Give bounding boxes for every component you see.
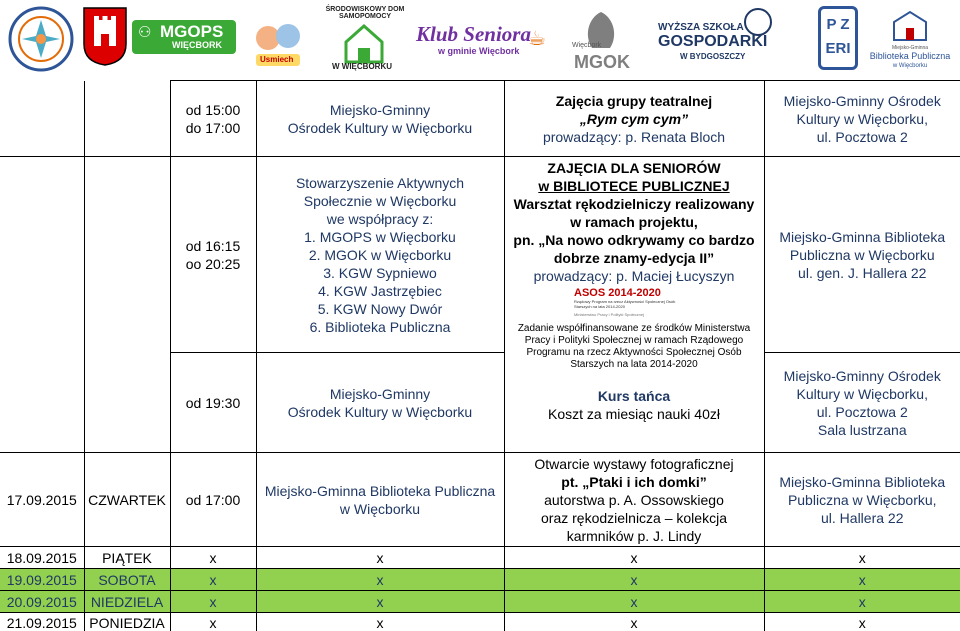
place-text: Miejsko-Gminna Biblioteka — [779, 473, 946, 490]
event-description: dobrze znamy-edycja II” — [553, 250, 715, 266]
event-title: ZAJĘCIA DLA SENIORÓW — [547, 160, 721, 176]
empty-cell: x — [764, 613, 960, 631]
organizer-text: 1. MGOPS w Więcborku — [304, 228, 456, 245]
empty-cell: x — [504, 547, 764, 569]
funding-note: Programu na rzecz Aktywności Społecznej Osób — [526, 347, 742, 358]
place-text: Publiczna w Więcborku, — [787, 491, 937, 508]
organizer-text: Miejsko-Gminny — [329, 385, 431, 402]
date-cell — [0, 591, 84, 613]
event-description: oraz rękodzielnicza – kolekcja — [541, 509, 727, 526]
organizer-text: 5. KGW Nowy Dwór — [317, 300, 443, 317]
day-cell — [84, 157, 170, 453]
event-description: Warsztat rękodzielniczy realizowany — [513, 196, 755, 212]
funding-note: Pracy i Polityki Społecznej w ramach Rządowego — [524, 335, 744, 346]
time-text: od 17:00 — [185, 491, 241, 508]
place-text: ul. Pocztowa 2 — [816, 128, 908, 145]
place-text: Miejsko-Gminna Biblioteka — [779, 228, 946, 245]
place-text: Publiczna w Więcborku — [789, 246, 935, 263]
association-emblem-logo — [8, 6, 74, 72]
time-text: od 16:15 — [185, 237, 241, 254]
empty-cell: x — [764, 569, 960, 591]
day-cell — [84, 591, 170, 613]
organizer-text: 3. KGW Sypniewo — [323, 264, 437, 281]
wsg-logo: WYŻSZA SZKOŁA GOSPODARKI W BYDGOSZCZY — [656, 22, 776, 66]
usmiech-logo: Usmiech — [246, 4, 308, 70]
empty-cell: x — [170, 591, 256, 613]
time-text: od 15:00 — [185, 101, 241, 118]
organizer-cell — [256, 157, 504, 353]
schedule-table — [0, 80, 960, 631]
place-text: Miejsko-Gminny Ośrodek — [783, 92, 941, 109]
date-text: 21.09.2015 — [6, 615, 77, 631]
event-description: Koszt za miesiąc nauki 40zł — [548, 406, 720, 422]
coat-of-arms-logo — [82, 6, 128, 66]
table-row — [0, 453, 960, 547]
day-text: CZWARTEK — [88, 491, 166, 508]
place-text: Kultury w Więcborku, — [796, 110, 928, 127]
mgops-logo: ⚇ MGOPS WIĘCBORK — [132, 20, 236, 54]
place-text: ul. Hallera 22 — [821, 509, 904, 526]
organizer-text: Miejsko-Gminny — [329, 101, 431, 118]
organizer-text: Ośrodek Kultury w Więcborku — [287, 119, 473, 136]
organizer-text: we współpracy z: — [326, 210, 434, 227]
event-author: autorstwa p. A. Ossowskiego — [544, 491, 724, 508]
mgok-logo: Więcbork MGOK — [570, 8, 632, 74]
day-text: PONIEDZIA — [89, 615, 165, 631]
place-text: ul. Pocztowa 2 — [816, 403, 908, 420]
day-cell — [84, 569, 170, 591]
event-author: karmników p. J. Lindy — [566, 527, 702, 544]
day-cell — [84, 613, 170, 631]
empty-cell: x — [764, 591, 960, 613]
table-row — [0, 547, 960, 569]
organizer-cell — [256, 353, 504, 453]
empty-cell: x — [256, 569, 504, 591]
event-description: pn. „Na nowo odkrywamy co bardzo — [513, 232, 755, 248]
event-leader: prowadzący: p. Renata Bloch — [542, 128, 726, 145]
empty-cell: x — [504, 613, 764, 631]
day-text: NIEDZIELA — [90, 593, 164, 610]
day-cell — [84, 453, 170, 547]
place-cell — [764, 157, 960, 353]
table-row — [0, 81, 960, 157]
empty-cell: x — [504, 591, 764, 613]
funding-note: Starszych na lata 2014-2020 — [570, 359, 698, 370]
empty-cell: x — [256, 547, 504, 569]
table-row — [0, 613, 960, 631]
table-row — [0, 157, 960, 353]
date-text: 18.09.2015 — [6, 549, 77, 566]
time-cell — [170, 353, 256, 453]
event-description: w ramach projektu, — [570, 214, 698, 230]
time-text: oo 20:25 — [185, 255, 241, 272]
organizer-text: 6. Biblioteka Publiczna — [309, 318, 451, 335]
event-cell — [504, 157, 764, 453]
coffee-cup-icon: ☕ — [528, 28, 546, 50]
date-cell — [0, 569, 84, 591]
date-text: 20.09.2015 — [6, 593, 77, 610]
date-cell — [0, 453, 84, 547]
place-cell — [764, 453, 960, 547]
empty-cell: x — [256, 591, 504, 613]
time-cell — [170, 157, 256, 353]
date-cell — [0, 81, 84, 157]
place-cell — [764, 81, 960, 157]
sds-logo: ŚRODOWISKOWY DOM SAMOPOMOCY W WIĘCBORKU — [325, 6, 405, 71]
day-cell — [84, 547, 170, 569]
event-title: Otwarcie wystawy fotograficznej — [534, 455, 734, 472]
place-cell — [764, 353, 960, 453]
empty-cell: x — [170, 569, 256, 591]
organizer-text: Społecznie w Więcborku — [303, 192, 457, 209]
date-cell — [0, 613, 84, 631]
klub-seniora-logo: Klub Seniora w gminie Więcbork ☕ — [416, 22, 546, 56]
time-cell — [170, 81, 256, 157]
event-cell — [504, 453, 764, 547]
date-text: 17.09.2015 — [6, 491, 77, 508]
event-title: Zajęcia grupy teatralnej — [555, 92, 713, 109]
pzeri-logo: P Z ERI — [818, 6, 858, 70]
day-text: PIĄTEK — [102, 549, 152, 566]
time-text: od 19:30 — [185, 394, 241, 411]
biblioteka-logo: Miejsko-Gminna Biblioteka Publiczna w Więcborku — [866, 10, 954, 72]
event-cell — [504, 81, 764, 157]
place-text: ul. gen. J. Hallera 22 — [798, 264, 927, 281]
organizer-text: Ośrodek Kultury w Więcborku — [287, 403, 473, 420]
organizer-text: Stowarzyszenie Aktywnych — [295, 174, 465, 191]
date-text: 19.09.2015 — [6, 571, 77, 588]
time-cell — [170, 453, 256, 547]
event-title: w BIBLIOTECE PUBLICZNEJ — [538, 178, 730, 194]
wsg-emblem-icon — [744, 8, 772, 36]
day-cell — [84, 81, 170, 157]
funding-note: Zadanie współfinansowane ze środków Ministerstwa — [517, 323, 751, 334]
event-subtitle: „Rym cym cym” — [579, 110, 689, 127]
date-cell — [0, 157, 84, 453]
date-cell — [0, 547, 84, 569]
empty-cell: x — [256, 613, 504, 631]
organizer-text: w Więcborku — [339, 500, 421, 517]
organizer-cell — [256, 81, 504, 157]
table-row — [0, 591, 960, 613]
organizer-text: 2. MGOK w Więcborku — [308, 246, 452, 263]
day-text: SOBOTA — [98, 571, 156, 588]
time-text: do 17:00 — [185, 119, 241, 136]
empty-cell: x — [764, 547, 960, 569]
place-text: Kultury w Więcborku, — [796, 385, 928, 402]
event-leader: prowadzący: p. Maciej Łucyszyn — [533, 268, 735, 284]
place-text: Miejsko-Gminny Ośrodek — [783, 367, 941, 384]
empty-cell: x — [170, 547, 256, 569]
place-text: Sala lustrzana — [817, 421, 907, 438]
organizer-cell — [256, 453, 504, 547]
organizer-text: Miejsko-Gminna Biblioteka Publiczna — [264, 482, 496, 499]
asos-logo: ASOS 2014-2020 Rządowy Program na rzecz Aktywności Społecznej Osób Starszych na lata 2014-2020 Ministerstwo Pracy i Polityki Społecznej — [574, 287, 676, 317]
organizer-text: 4. KGW Jastrzębiec — [318, 282, 442, 299]
table-row — [0, 569, 960, 591]
empty-cell: x — [504, 569, 764, 591]
event-subtitle: pt. „Ptaki i ich domki” — [561, 473, 707, 490]
empty-cell: x — [170, 613, 256, 631]
event-title: Kurs tańca — [597, 388, 671, 404]
logo-strip — [0, 0, 960, 80]
